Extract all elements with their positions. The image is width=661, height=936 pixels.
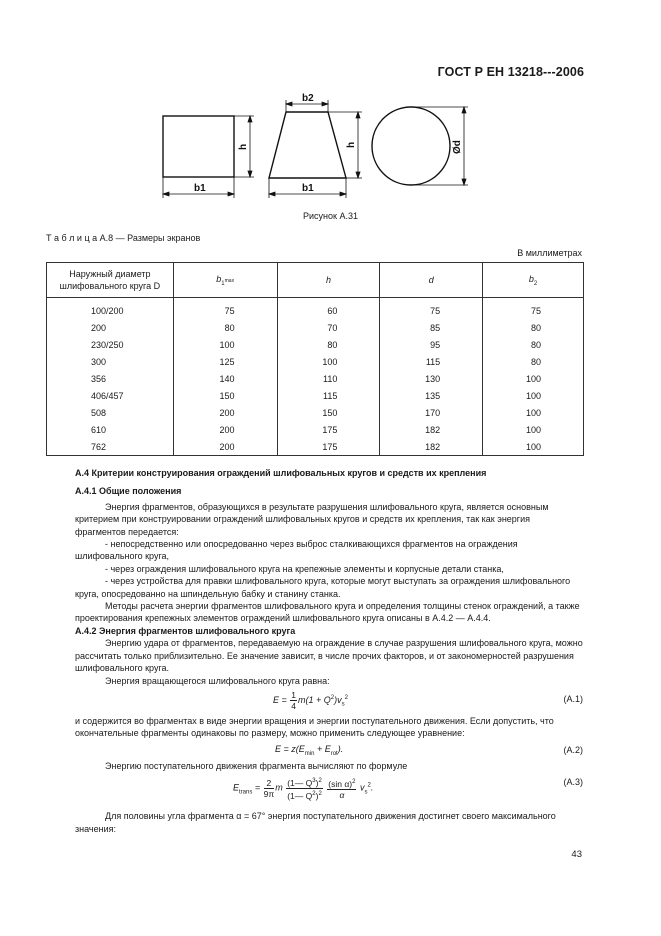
cell-diameter: 406/457 — [47, 387, 174, 404]
cell-diameter: 508 — [47, 404, 174, 421]
cell-value: 70 — [277, 319, 380, 336]
trapezoid-shape — [269, 112, 346, 178]
cell-diameter: 100/200 — [47, 298, 174, 320]
cell-value: 115 — [277, 387, 380, 404]
cell-value: 75 — [483, 298, 584, 320]
paragraph-6: Энергию поступательного движения фрагмента вычисляют по формуле — [105, 760, 408, 771]
sizes-table — [46, 262, 584, 456]
paragraph-4: Энергия вращающегося шлифовального круга равна: — [105, 675, 330, 686]
table-row — [47, 438, 584, 456]
heading-a4: А.4 Критерии конструирования ограждений шлифовальных кругов и средств их крепления — [75, 468, 487, 478]
table-row — [47, 387, 584, 404]
cell-value: 75 — [173, 298, 277, 320]
cell-value: 125 — [173, 353, 277, 370]
label-d: Ød — [452, 140, 463, 154]
table-row — [47, 298, 584, 320]
cell-value: 175 — [277, 438, 380, 456]
cell-value: 140 — [173, 370, 277, 387]
cell-value: 100 — [483, 438, 584, 456]
table-header-row — [47, 263, 584, 298]
figure-a31 — [150, 86, 480, 206]
cell-value: 100 — [483, 421, 584, 438]
paragraph-7: Для половины угла фрагмента α = 67° энергия поступательного движения достигнет своего максимального значения: — [75, 811, 556, 834]
cell-value: 115 — [380, 353, 483, 370]
table-units: В миллиметрах — [517, 248, 582, 258]
cell-value: 80 — [483, 353, 584, 370]
cell-value: 130 — [380, 370, 483, 387]
cell-value: 175 — [277, 421, 380, 438]
cell-value: 200 — [173, 404, 277, 421]
table-title: Т а б л и ц а А.8 — Размеры экранов — [46, 233, 201, 243]
header-d: d — [380, 263, 483, 298]
cell-value: 95 — [380, 336, 483, 353]
table-row — [47, 370, 584, 387]
paragraph-2: Методы расчета энергии фрагментов шлифовального круга и определения толщины стенок ограждений, а также проектирования крепежных элементов ограждений шлифовального круга описаны в А.4.2 — А.4.4. — [75, 601, 580, 624]
table-row — [47, 353, 584, 370]
cell-value: 200 — [173, 421, 277, 438]
cell-value: 80 — [277, 336, 380, 353]
header-b1max: $b_1\max$ — [173, 263, 277, 298]
cell-value: 85 — [380, 319, 483, 336]
equation-a3: $E_{trans}$ = $\frac{2}{9\pi}$ m $\frac{(1— Q^3)^2}{(1— Q^2)^2}$ $\frac{(\sin \alpha)^2}{\alpha}$ $v_s^2$. (А.3) — [233, 777, 583, 801]
paragraph-3: Энергию удара от фрагментов, передаваемую на ограждение в случае разрушения шлифовального круга, можно рассчитать только приблизительно. Ее значение зависит, в числе прочих факторов, и от закономерностей разрушения шлифовального круга. — [75, 638, 583, 674]
cell-diameter: 356 — [47, 370, 174, 387]
list-item-1: - непосредственно или опосредованно через выброс сталкивающихся фрагментов на ограждения шлифовального круга, — [75, 539, 518, 562]
equation-a1: E = $\frac{1}{4}$ $m(1 + Q^2)v_s^2$ (А.1) — [273, 689, 583, 711]
cell-value: 170 — [380, 404, 483, 421]
cell-value: 100 — [483, 387, 584, 404]
document-code: ГОСТ Р ЕН 13218---2006 — [437, 65, 584, 79]
table-body — [47, 298, 584, 456]
cell-value: 150 — [277, 404, 380, 421]
heading-a42: А.4.2 Энергия фрагментов шлифовального круга — [75, 625, 296, 636]
label-b1-mid: b1 — [302, 183, 314, 194]
label-h-mid: h — [346, 141, 357, 148]
cell-value: 80 — [173, 319, 277, 336]
cell-value: 80 — [483, 319, 584, 336]
heading-a41: А.4.1 Общие положения — [75, 486, 182, 497]
equation-a2: $E = z(E_{min} + E_{rot})$. (А.2) — [275, 743, 583, 757]
cell-value: 200 — [173, 438, 277, 456]
cell-diameter: 230/250 — [47, 336, 174, 353]
cell-diameter: 300 — [47, 353, 174, 370]
table-row — [47, 336, 584, 353]
cell-value: 150 — [173, 387, 277, 404]
cell-value: 100 — [277, 353, 380, 370]
page-number: 43 — [571, 849, 582, 860]
rectangle-shape — [163, 116, 234, 177]
label-b2: b2 — [302, 93, 314, 104]
list-item-3: - через устройства для правки шлифовального круга, которые могут выступать за ограждения шлифовального круга, опосредованно на шпиндельную бабку и станину станка. — [75, 576, 571, 599]
table-row — [47, 421, 584, 438]
cell-value: 182 — [380, 421, 483, 438]
label-b1-left: b1 — [194, 183, 206, 194]
cell-value: 100 — [483, 370, 584, 387]
paragraph-1: Энергия фрагментов, образующихся в результате разрушения шлифовального круга, является основным критерием при конструировании ограждений шлифовальных кругов и средств их крепления, так как энергия фрагментов передается: — [75, 501, 549, 537]
cell-diameter: 610 — [47, 421, 174, 438]
section-a4 — [75, 467, 583, 835]
figure-caption: Рисунок А.31 — [303, 211, 358, 221]
table-row — [47, 319, 584, 336]
paragraph-5: и содержится во фрагментах в виде энергии вращения и энергии поступательного движения. Если допустить, что окончательные фрагменты одинаковы по размеру, можно применить следующее уравнение: — [75, 715, 554, 739]
cell-value: 80 — [483, 336, 584, 353]
cell-value: 100 — [173, 336, 277, 353]
cell-diameter: 200 — [47, 319, 174, 336]
header-outer-diameter: Наружный диаметр шлифовального круга D — [47, 263, 174, 298]
table-row — [47, 404, 584, 421]
header-b2: $b_2$ — [483, 263, 584, 298]
list-item-2: - через ограждения шлифовального круга на крепежные элементы и корпусные детали станка, — [105, 563, 504, 574]
cell-diameter: 762 — [47, 438, 174, 456]
cell-value: 100 — [483, 404, 584, 421]
label-h-left: h — [238, 143, 249, 150]
cell-value: 110 — [277, 370, 380, 387]
cell-value: 75 — [380, 298, 483, 320]
circle-shape — [372, 107, 450, 185]
header-h: h — [277, 263, 380, 298]
cell-value: 135 — [380, 387, 483, 404]
cell-value: 60 — [277, 298, 380, 320]
cell-value: 182 — [380, 438, 483, 456]
